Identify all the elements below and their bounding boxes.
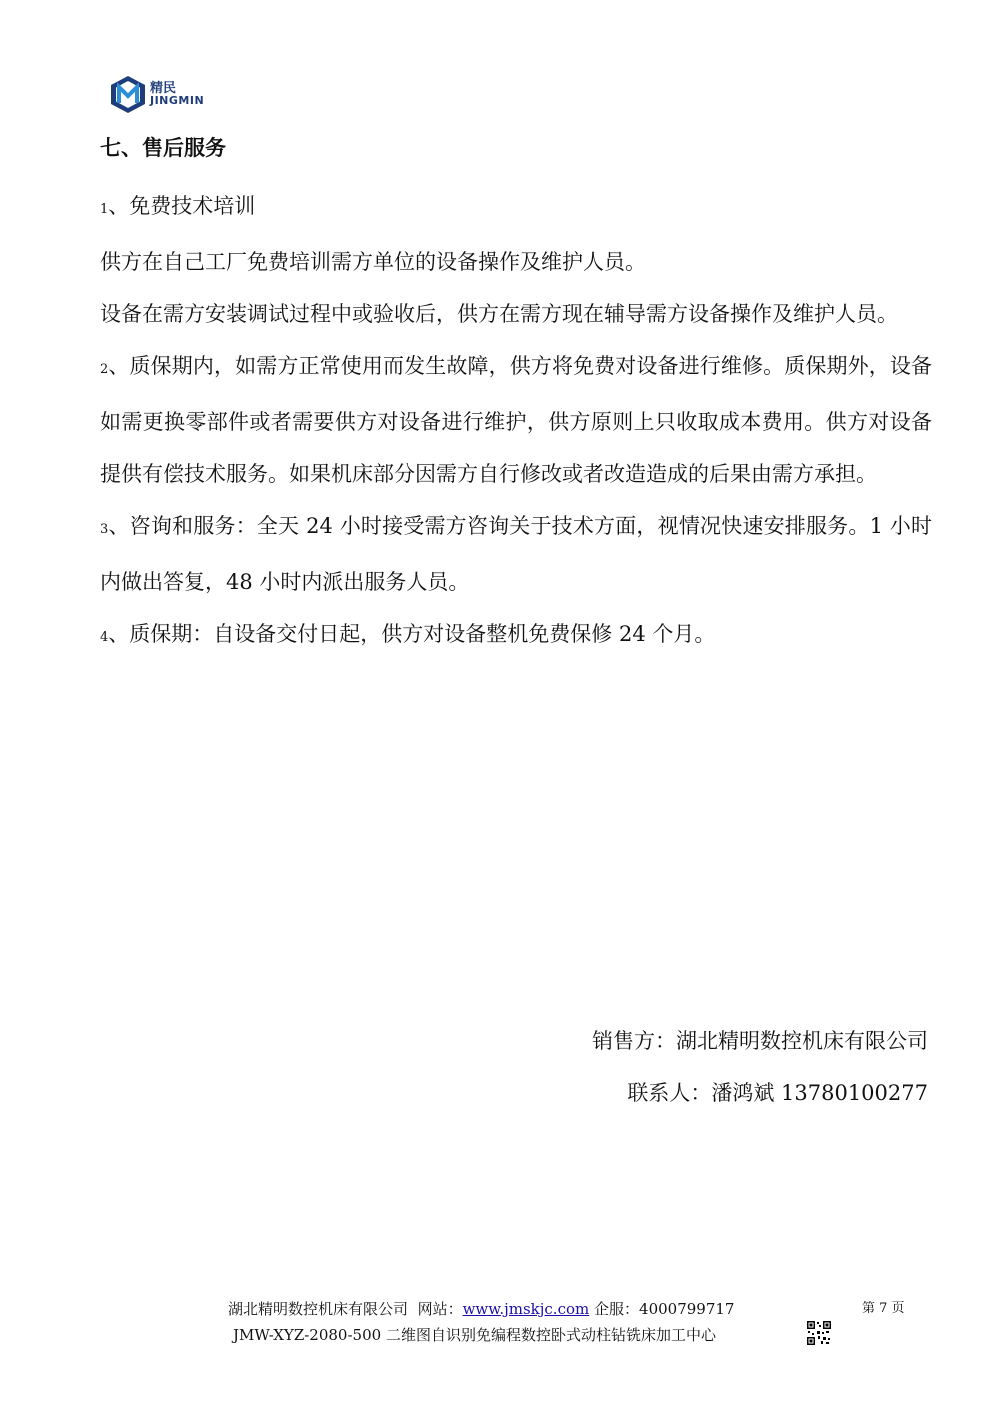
- page-number: 第 7 页: [862, 1301, 905, 1316]
- jingmin-logo-icon: [108, 74, 148, 114]
- logo-name-en: JINGMIN: [150, 94, 205, 107]
- item-3-consulting: [100, 500, 932, 608]
- contact-line: 联系人：潘鸿斌 13780100277: [627, 1081, 928, 1105]
- item-text: 、免费技术培训: [108, 194, 256, 218]
- item-2-warranty-period: [100, 340, 932, 500]
- item-4-warranty: [100, 608, 932, 664]
- paragraph-installation: 设备在需方安装调试过程中或验收后，供方在需方现在辅导需方设备操作及维护人员。: [100, 302, 898, 326]
- footer-service-label: 企服：: [594, 1300, 640, 1318]
- item-number: 1: [100, 202, 109, 217]
- paragraph-training: 供方在自己工厂免费培训需方单位的设备操作及维护人员。: [100, 250, 646, 274]
- item-text: 、咨询和服务：全天 24 小时接受需方咨询关于技术方面，视情况快速安排服务。1 小时内做出答复，48 小时内派出服务人员。: [100, 514, 932, 594]
- item-1-title: [100, 180, 932, 236]
- section-title: 七、售后服务: [100, 136, 226, 160]
- footer-product-line: JMW-XYZ-2080-500 二维图自识别免编程数控卧式动柱钻铣床加工中心: [233, 1326, 716, 1344]
- item-number: 4: [100, 630, 109, 645]
- signature-block: [592, 1015, 928, 1119]
- logo-name-cn: 精民: [150, 81, 177, 96]
- item-text: 、质保期内，如需方正常使用而发生故障，供方将免费对设备进行维修。质保期外，设备如需更换零部件或者需要供方对设备进行维护，供方原则上只收取成本费用。供方对设备提供有偿技术服务。如果机床部分因需方自行修改或者改造造成的后果由需方承担。: [100, 354, 932, 486]
- footer-company-line: [228, 1298, 734, 1320]
- item-number: 2: [100, 362, 109, 377]
- company-logo: [108, 74, 208, 114]
- seller-line: 销售方：湖北精明数控机床有限公司: [592, 1029, 928, 1053]
- footer-website-link[interactable]: www.jmskjc.com: [462, 1300, 590, 1318]
- item-text: 、质保期：自设备交付日起，供方对设备整机免费保修 24 个月。: [108, 622, 716, 646]
- document-body: [100, 128, 932, 664]
- item-number: 3: [100, 522, 109, 537]
- footer-service-phone: 4000799717: [639, 1300, 735, 1318]
- qr-code-icon: [806, 1320, 832, 1346]
- footer-company: 湖北精明数控机床有限公司: [228, 1300, 409, 1318]
- footer-website-label: 网站：: [417, 1300, 463, 1318]
